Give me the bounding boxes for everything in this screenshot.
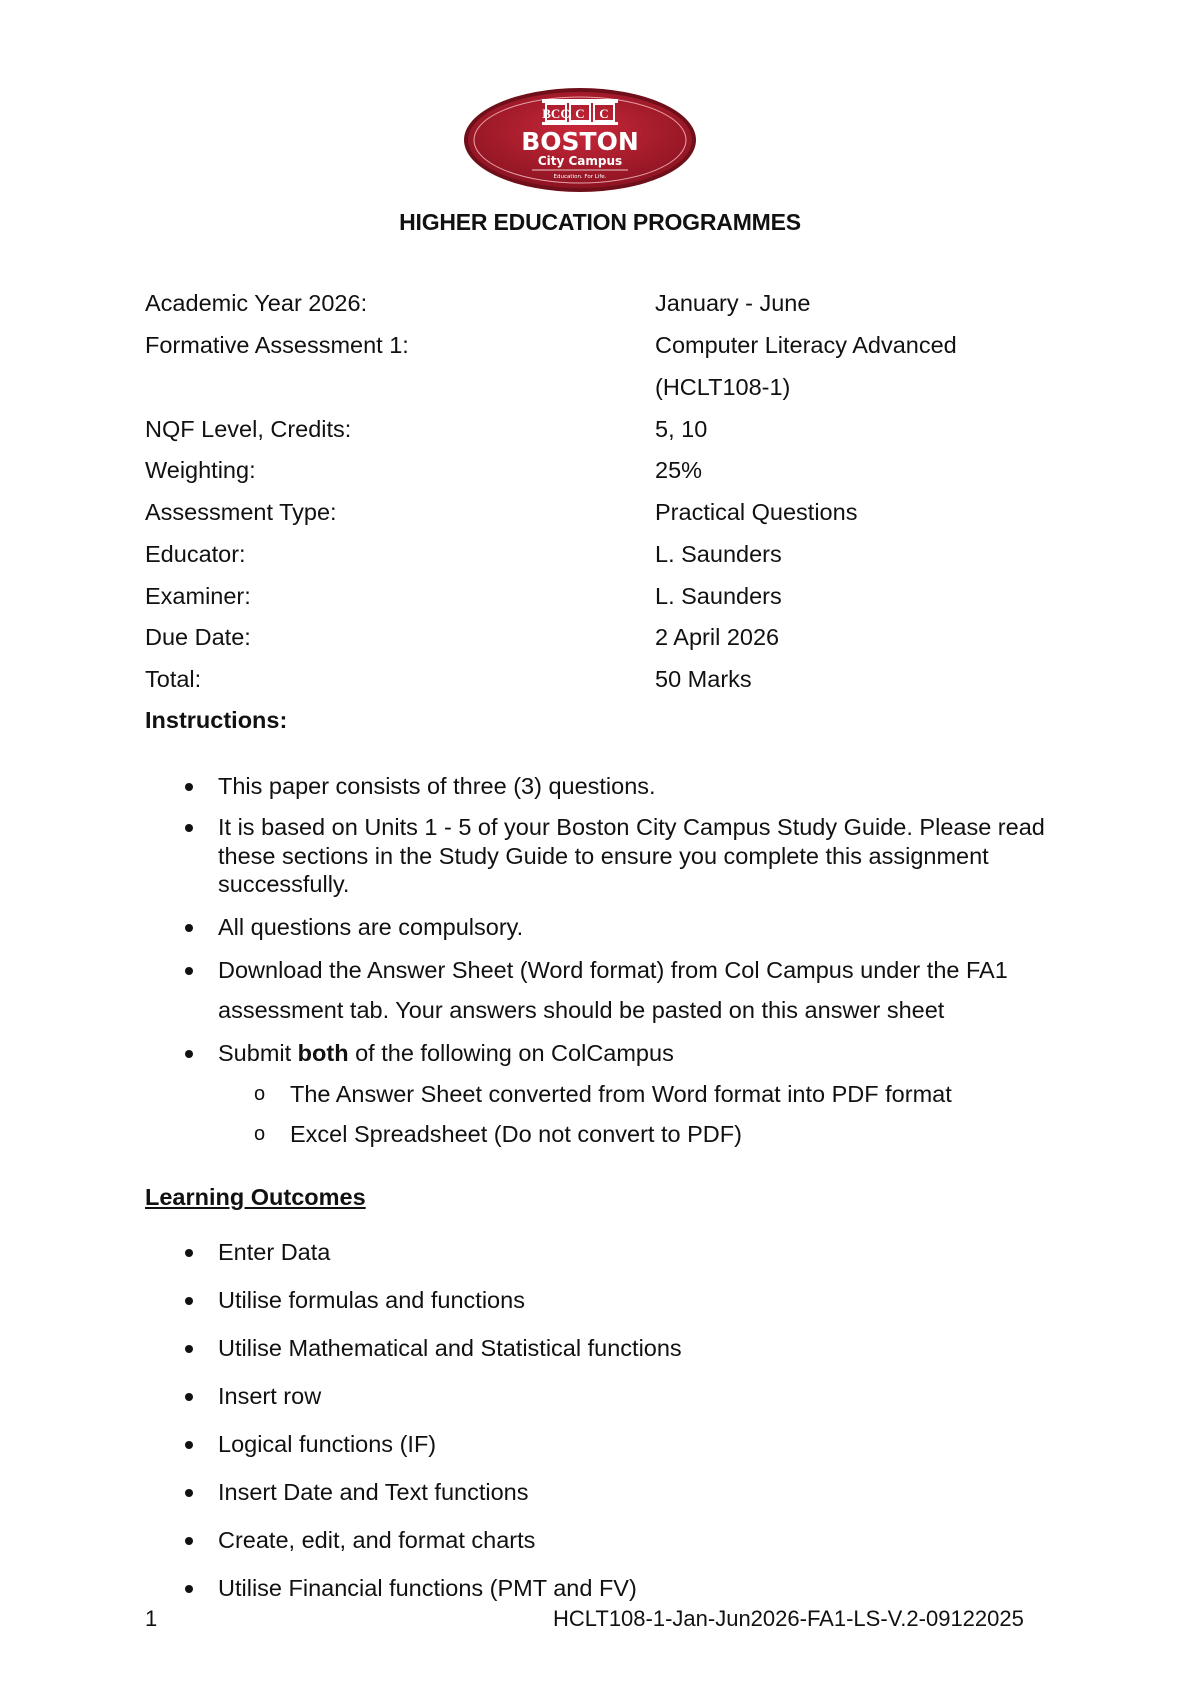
outcome-text: Utilise Financial functions (PMT and FV) [218,1575,637,1601]
bullet-icon [185,824,193,832]
sub-bullet-icon: o [254,1083,266,1105]
submit-suffix: of the following on ColCampus [348,1040,674,1066]
info-label: Academic Year 2026: [145,290,368,316]
bullet-icon [185,1441,193,1449]
logo-letter-c1: C [575,106,585,121]
list-item-continuation [218,996,1078,1025]
info-label: Assessment Type: [145,499,337,525]
info-value: L. Saunders [655,541,782,567]
outcome-text: Utilise Mathematical and Statistical functions [218,1335,682,1361]
info-row-formative-assessment [145,330,1045,360]
info-label: Educator: [145,541,246,567]
page-title: HIGHER EDUCATION PROGRAMMES [399,209,801,235]
list-item [218,813,1078,899]
sub-item-text: The Answer Sheet converted from Word format into PDF format [290,1081,952,1107]
info-row-examiner [145,581,1045,611]
instruction-text: It is based on Units 1 - 5 of your Boston City Campus Study Guide. Please read these sections in the Study Guide to ensure you complete this assignment successfully. [218,814,1045,897]
bullet-icon [185,1345,193,1353]
info-row-academic-year [145,288,1045,318]
bullet-icon [185,1393,193,1401]
logo-name: BOSTON [521,127,639,156]
logo-subtitle: City Campus [537,154,623,168]
info-label: NQF Level, Credits: [145,416,352,442]
info-row-total [145,664,1045,694]
outcome-text: Logical functions (IF) [218,1431,437,1457]
page-number: 1 [145,1606,158,1631]
info-label: Total: [145,666,202,692]
list-item [218,1238,1078,1267]
sub-item-text: Excel Spreadsheet (Do not convert to PDF) [290,1121,742,1147]
instructions-title: Instructions: [145,707,288,733]
info-value: L. Saunders [655,583,782,609]
sub-list-item [254,1120,1070,1149]
bullet-icon [185,967,193,975]
info-label: Weighting: [145,457,256,483]
submit-bold: both [297,1040,349,1066]
instruction-text: All questions are compulsory. [218,914,524,940]
info-label: Due Date: [145,624,251,650]
boston-city-campus-logo [462,86,698,194]
info-row-weighting [145,455,1045,485]
info-row-assessment-type [145,497,1045,527]
info-value: Practical Questions [655,499,858,525]
list-item [218,1574,1078,1603]
info-value: 5, 10 [655,416,708,442]
outcome-text: Create, edit, and format charts [218,1527,536,1553]
bullet-icon [185,1249,193,1257]
bullet-icon [185,1297,193,1305]
sub-bullet-icon: o [254,1123,266,1145]
bullet-icon [185,1050,193,1058]
outcome-text: Enter Data [218,1239,331,1265]
list-item [218,956,1078,985]
outcome-text: Insert Date and Text functions [218,1479,529,1505]
outcome-text: Utilise formulas and functions [218,1287,525,1313]
info-row-due-date [145,622,1045,652]
list-item [218,1039,1078,1068]
list-item [218,1430,1078,1459]
submit-prefix: Submit [218,1040,298,1066]
info-value: Computer Literacy Advanced [655,332,957,358]
bullet-icon [185,924,193,932]
list-item [218,1478,1078,1507]
document-code: HCLT108-1-Jan-Jun2026-FA1-LS-V.2-09122025 [553,1606,1024,1631]
info-row-educator [145,539,1045,569]
info-value: 25% [655,457,703,483]
info-value: 2 April 2026 [655,624,780,650]
list-item [218,1526,1078,1555]
info-value: January - June [655,290,811,316]
instruction-text: assessment tab. Your answers should be pasted on this answer sheet [218,997,945,1023]
list-item [218,913,1078,942]
list-item [218,772,1078,801]
bullet-icon [185,1537,193,1545]
bullet-icon [185,1489,193,1497]
info-value: 50 Marks [655,666,752,692]
info-value: (HCLT108-1) [655,374,791,400]
list-item [218,1286,1078,1315]
learning-outcomes-title: Learning Outcomes [145,1184,366,1210]
info-label: Examiner: [145,583,251,609]
list-item [218,1382,1078,1411]
info-label: Formative Assessment 1: [145,332,409,358]
sub-list-item [254,1080,1070,1109]
logo-letter-b: BCC [542,106,570,121]
instruction-text: This paper consists of three (3) questions. [218,773,656,799]
logo-tagline: Education. For Life. [553,174,607,180]
bullet-icon [185,1585,193,1593]
logo-letter-c2: C [599,106,609,121]
info-row-nqf-level [145,414,1045,444]
outcome-text: Insert row [218,1383,322,1409]
info-row-module-code [145,372,1045,402]
instruction-text: Download the Answer Sheet (Word format) from Col Campus under the FA1 [218,957,1008,983]
bullet-icon [185,783,193,791]
list-item [218,1334,1078,1363]
